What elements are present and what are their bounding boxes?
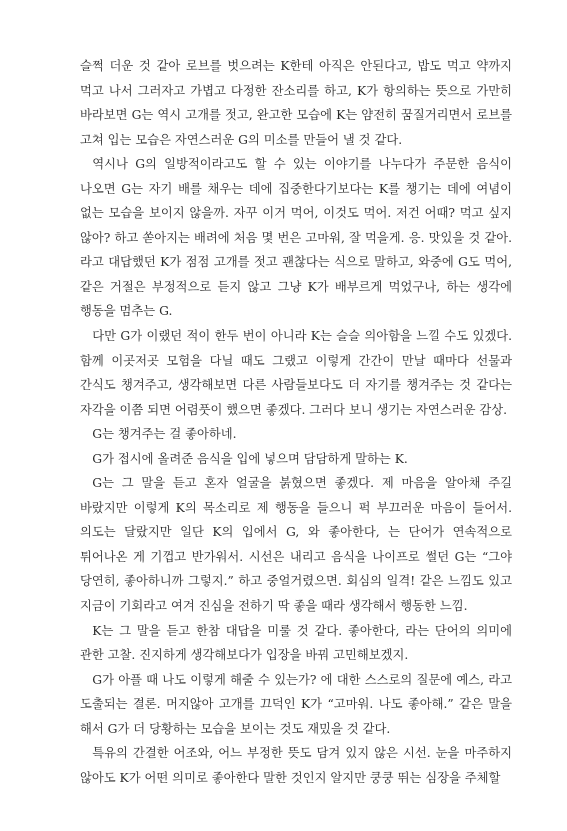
paragraph: G는 그 말을 듣고 혼자 얼굴을 붉혔으면 좋겠다. 제 마음을 알아채 주길 바랐지만 이렇게 K의 목소리로 제 행동을 들으니 퍽 부끄러운 마음이 들어서. 의도는 달랐지만 일단 K의 입에서 G, 와 좋아한다, 는 단어가 연속적으로 튀어나온 게 기껍고 반가워서. 시선은 내리고 음식을 나이프로 썰던 G는 “그야 당연히, 좋아하니까 그렇지.” 하고 중얼거렸으면. 회심의 일격! 같은 느낌도 있고 지금이 기회라고 여겨 진심을 전하기 딱 좋을 때라 생각해서 행동한 느낌. [80,476,512,614]
paragraph: G가 접시에 올려준 음식을 입에 넣으며 담담하게 말하는 K. [92,451,408,466]
paragraph: K는 그 말을 듣고 한참 대답을 미룰 것 같다. 좋아한다, 라는 단어의 의미에 관한 고찰. 진지하게 생각해보다가 입장을 바꿔 고민해보겠지. [80,623,512,663]
document-body [80,54,512,790]
paragraph: G가 아플 때 나도 이렇게 해줄 수 있는가? 에 대한 스스로의 질문에 예스, 라고 도출되는 결론. 머지않아 고개를 끄덕인 K가 “고마워. 나도 좋아해.” 같은 말을 해서 G가 더 당황하는 모습을 보이는 것도 재밌을 것 같다. [80,672,512,736]
paragraph: 특유의 간결한 어조와, 어느 부정한 뜻도 담겨 있지 않은 시선. 눈을 마주하지 않아도 K가 어떤 의미로 좋아한다 말한 것인지 알지만 쿵쿵 뛰는 심장을 주체할 [80,746,512,785]
paragraph: 다만 G가 이랬던 적이 한두 번이 아니라 K는 슬슬 의아함을 느낄 수도 있겠다. 함께 이곳저곳 모험을 다닐 때도 그랬고 이렇게 간간이 만날 때마다 선물과 간식도 챙겨주고, 생각해보면 다른 사람들보다도 더 자기를 챙겨주는 것 같다는 자각을 이쯤 되면 어렴풋이 했으면 좋겠다. 그러다 보니 생기는 자연스러운 감상. [80,329,512,417]
paragraph: 역시나 G의 일방적이라고도 할 수 있는 이야기를 나누다가 주문한 음식이 나오면 G는 자기 배를 채우는 데에 집중한다기보다는 K를 챙기는 데에 여념이 없는 모습을 보이지 않을까. 자꾸 이거 먹어, 이것도 먹어. 저건 어때? 먹고 싶지 않아? 하고 쏟아지는 배려에 처음 몇 번은 고마워, 잘 먹을게. 응. 맛있을 것 같아. 라고 대답했던 K가 점점 고개를 젓고 괜찮다는 식으로 말하고, 와중에 G도 먹어, 같은 거절은 부정적으로 듣지 않고 그냥 K가 배부르게 먹었구나, 하는 생각에 행동을 멈추는 G. [80,157,512,319]
paragraph: 슬쩍 더운 것 같아 로브를 벗으려는 K한테 아직은 안된다고, 밥도 먹고 약까지 먹고 나서 그러자고 가볍고 다정한 잔소리를 하고, K가 항의하는 뜻으로 가만히 바라보면 G는 역시 고개를 젓고, 완고한 모습에 K는 얌전히 꿈질거리면서 로브를 고쳐 입는 모습은 자연스러운 G의 미소를 만들어 낼 것 같다. [80,59,512,147]
paragraph: G는 챙겨주는 걸 좋아하네. [92,427,237,442]
